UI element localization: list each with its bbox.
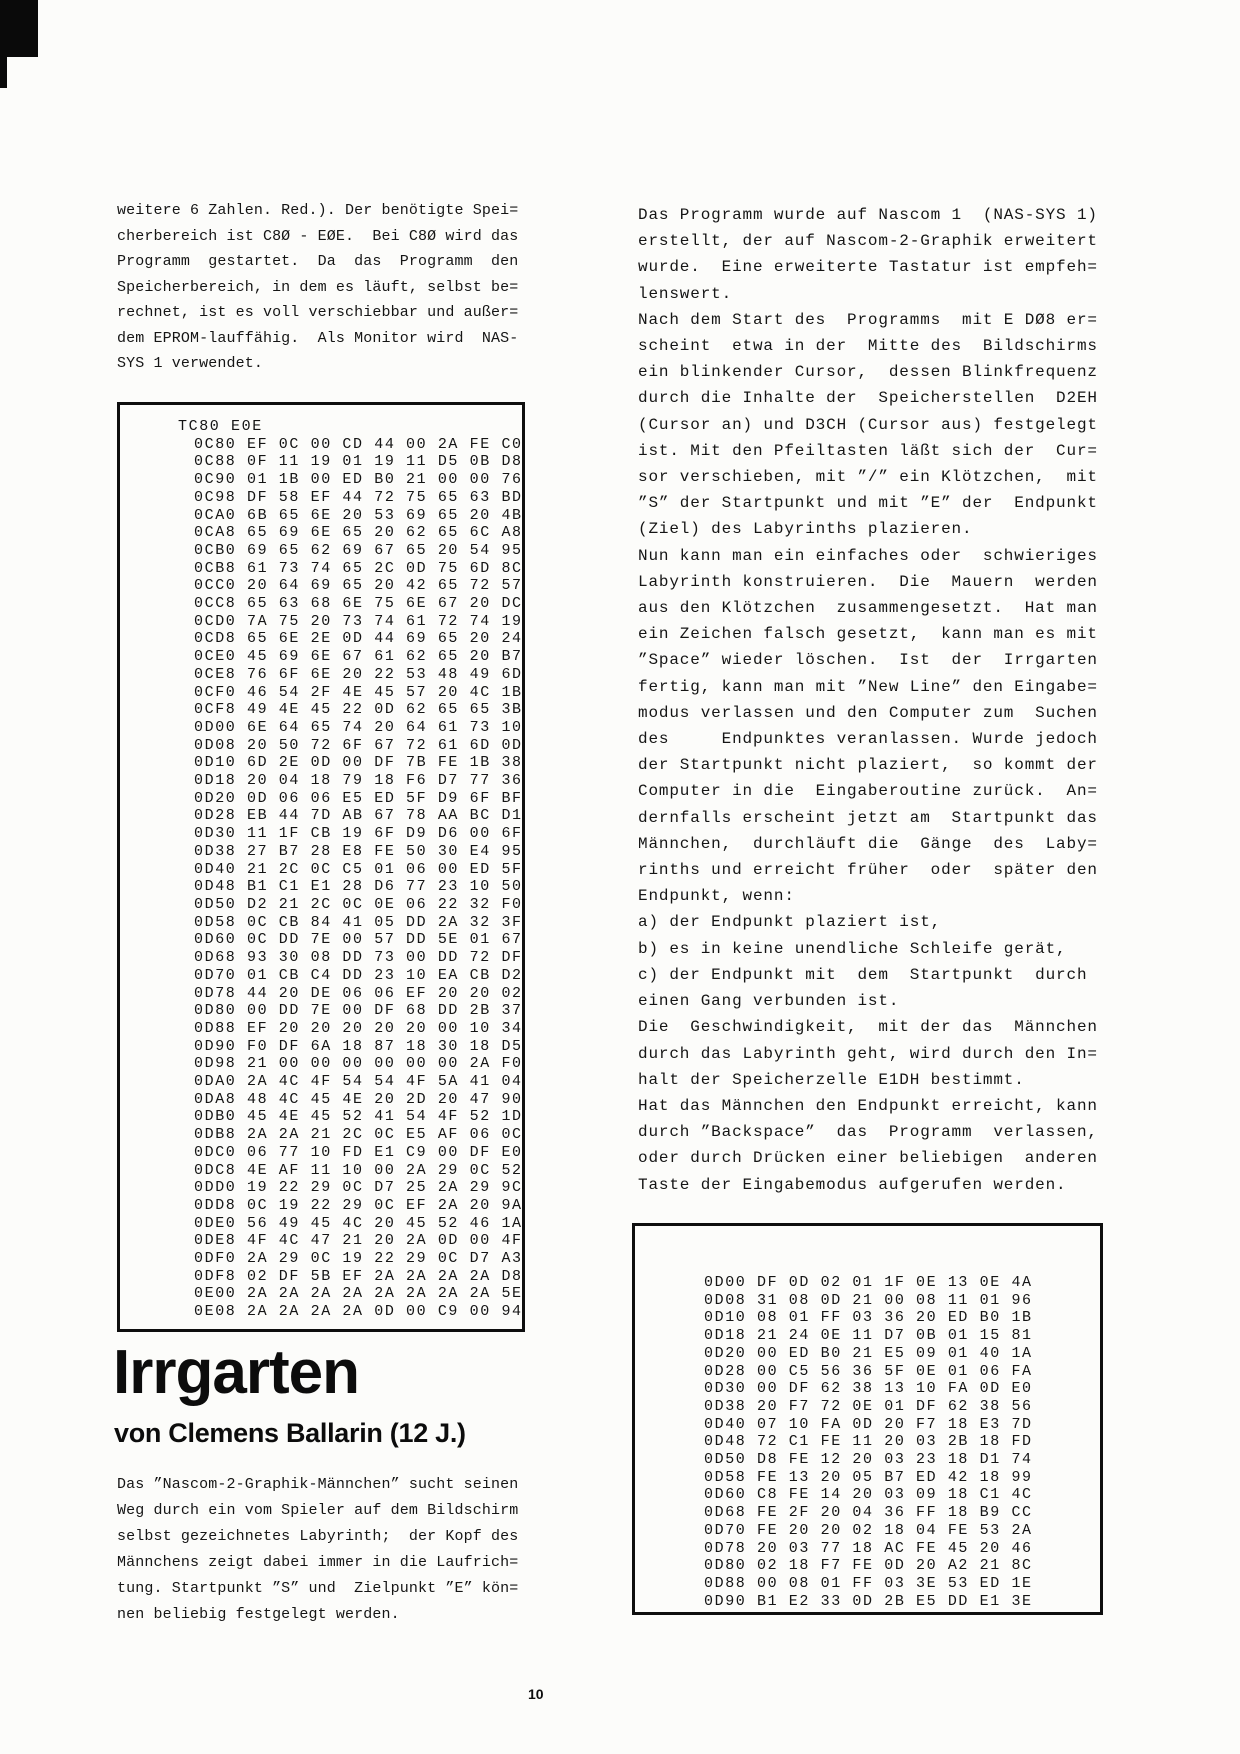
text-line: des Endpunktes veranlassen. Wurde jedoch	[638, 730, 1098, 749]
text-line: Weg durch ein vom Spieler auf dem Bildschirm	[117, 1502, 519, 1519]
hex-line: 0D50 D2 21 2C 0C 0E 06 22 32 F0	[194, 895, 523, 913]
hex-line: 0D00 DF 0D 02 01 1F 0E 13 0E 4A	[704, 1274, 1033, 1291]
hex-line: 0DE0 56 49 45 4C 20 45 52 46 1A	[194, 1214, 523, 1232]
hex-line: 0DD0 19 22 29 0C D7 25 2A 29 9C	[194, 1179, 523, 1197]
text-line: wurde. Eine erweiterte Tastatur ist empfeh=	[638, 258, 1098, 277]
hex-line: 0C90 01 1B 00 ED B0 21 00 00 76	[194, 471, 523, 489]
hex-line: 0D48 B1 C1 E1 28 D6 77 23 10 50	[194, 878, 523, 896]
hex-line: 0DB8 2A 2A 21 2C 0C E5 AF 06 0C	[194, 1126, 523, 1144]
hex-line: 0DE8 4F 4C 47 21 20 2A 0D 00 4F	[194, 1232, 523, 1250]
hex-listing-box-lotto	[117, 402, 525, 1332]
text-line: oder durch Drücken einer beliebigen anderen	[638, 1149, 1098, 1168]
hex-line: 0D28 EB 44 7D AB 67 78 AA BC D1	[194, 807, 523, 825]
text-line: Nach dem Start des Programms mit E DØ8 er=	[638, 310, 1098, 329]
text-line: rechnet, ist es voll verschiebbar und außer=	[117, 304, 519, 321]
hex-line: 0CD0 7A 75 20 73 74 61 72 74 19	[194, 612, 523, 630]
hex-line: 0CF8 49 4E 45 22 0D 62 65 65 3B	[194, 701, 523, 719]
hex-line: 0D68 FE 2F 20 04 36 FF 18 B9 CC	[704, 1504, 1033, 1522]
hex-line: 0E08 2A 2A 2A 2A 0D 00 C9 00 94	[194, 1303, 523, 1321]
hex-line: 0D28 00 C5 56 36 5F 0E 01 06 FA	[704, 1362, 1033, 1380]
hex-line: 0D78 20 03 77 18 AC FE 45 20 46	[704, 1539, 1033, 1557]
hex-line: 0D58 0C CB 84 41 05 DD 2A 32 3F	[194, 913, 523, 931]
hex-line: 0D88 00 08 01 FF 03 3E 53 ED 1E	[704, 1574, 1033, 1592]
hex-line: 0CC0 20 64 69 65 20 42 65 72 57	[194, 577, 523, 595]
hex-line: 0CB0 69 65 62 69 67 65 20 54 95	[194, 541, 523, 559]
article-intro-paragraph	[117, 1472, 529, 1628]
hex-line: 0DA8 48 4C 45 4E 20 2D 20 47 90	[194, 1090, 523, 1108]
text-line: Hat das Männchen den Endpunkt erreicht, kann	[638, 1096, 1098, 1115]
article-title: Irrgarten	[113, 1338, 359, 1407]
hex-line: 0DB0 45 4E 45 52 41 54 4F 52 1D	[194, 1108, 523, 1126]
text-line: (Cursor an) und D3CH (Cursor aus) festgelegt	[638, 415, 1098, 434]
hex-line: 0D88 EF 20 20 20 20 20 00 10 34	[194, 1019, 523, 1037]
hex-line: 0D90 F0 DF 6A 18 87 18 30 18 D5	[194, 1037, 523, 1055]
text-line: Das Programm wurde auf Nascom 1 (NAS-SYS 1)	[638, 206, 1098, 224]
hex-line: 0D18 20 04 18 79 18 F6 D7 77 36	[194, 772, 523, 790]
text-line: scheint etwa in der Mitte des Bildschirms	[638, 337, 1098, 356]
text-line: b) es in keine unendliche Schleife gerät,	[638, 939, 1067, 958]
text-line: SYS 1 verwendet.	[117, 355, 263, 372]
text-line: erstellt, der auf Nascom-2-Graphik erweitert	[638, 232, 1098, 251]
text-line: sor verschieben, mit ”/” ein Klötzchen, mit	[638, 468, 1098, 487]
hex-line: 0D80 02 18 F7 FE 0D 20 A2 21 8C	[704, 1557, 1033, 1575]
text-line: durch ”Backspace” das Programm verlassen,	[638, 1123, 1098, 1142]
text-line: Speicherbereich, in dem es läuft, selbst be=	[117, 278, 519, 296]
text-line: der Startpunkt nicht plaziert, so kommt der	[638, 756, 1098, 775]
text-line: Endpunkt, wenn:	[638, 887, 795, 906]
text-line: halt der Speicherzelle E1DH bestimmt.	[638, 1070, 1025, 1089]
text-line: cherbereich ist C8Ø - EØE. Bei C8Ø wird das	[117, 227, 519, 245]
hex-line: 0D70 FE 20 20 02 18 04 FE 53 2A	[704, 1521, 1033, 1539]
text-line: (Ziel) des Labyrinths plazieren.	[638, 520, 973, 539]
text-line: c) der Endpunkt mit dem Startpunkt durch	[638, 965, 1088, 984]
hex-line: 0CE0 45 69 6E 67 61 62 65 20 B7	[194, 648, 523, 666]
hex-line: 0DA0 2A 4C 4F 54 54 4F 5A 41 04	[194, 1073, 523, 1091]
text-line: tung. Startpunkt ”S” und Zielpunkt ”E” kön=	[117, 1580, 519, 1597]
scan-corner-mark-tail	[0, 57, 7, 88]
hex-line: 0D18 21 24 0E 11 D7 0B 01 15 81	[704, 1327, 1033, 1345]
hex-line: 0CA8 65 69 6E 65 20 62 65 6C A8	[194, 524, 523, 542]
page-number: 10	[528, 1686, 544, 1702]
text-line: Programm gestartet. Da das Programm den	[117, 253, 519, 270]
hex-line: 0DC8 4E AF 11 10 00 2A 29 0C 52	[194, 1161, 523, 1179]
text-line: ist. Mit den Pfeiltasten läßt sich der Cur=	[638, 441, 1098, 460]
text-line: ein blinkender Cursor, dessen Blinkfrequenz	[638, 363, 1098, 382]
text-line: modus verlassen und den Computer zum Suchen	[638, 703, 1098, 722]
text-line: Männchen, durchläuft die Gänge des Laby=	[638, 834, 1098, 853]
hex-line: 0D40 07 10 FA 0D 20 F7 18 E3 7D	[704, 1415, 1033, 1433]
hex-line: 0D98 21 00 00 00 00 00 00 2A F0	[194, 1055, 523, 1073]
hex-line: 0D80 00 DD 7E 00 DF 68 DD 2B 37	[194, 1002, 523, 1020]
hex-line: 0D40 21 2C 0C C5 01 06 00 ED 5F	[194, 860, 523, 878]
scan-corner-mark	[0, 0, 38, 57]
article-byline: von Clemens Ballarin (12 J.)	[114, 1418, 466, 1448]
text-line: Taste der Eingabemodus aufgerufen werden.	[638, 1175, 1067, 1194]
hex-line: 0D20 0D 06 06 E5 ED 5F D9 6F BF	[194, 789, 523, 807]
hex-listing-box-irrgarten	[632, 1223, 1103, 1615]
text-line: durch das Labyrinth geht, wird durch den In=	[638, 1044, 1098, 1063]
text-line: rinths und erreicht früher oder später den	[638, 861, 1098, 880]
hex-line: 0DF8 02 DF 5B EF 2A 2A 2A 2A D8	[194, 1267, 523, 1285]
hex-line: 0D30 11 1F CB 19 6F D9 D6 00 6F	[194, 825, 523, 843]
hex-line: 0D38 27 B7 28 E8 FE 50 30 E4 95	[194, 842, 523, 860]
hex-line: 0D68 93 30 08 DD 73 00 DD 72 DF	[194, 949, 523, 967]
text-line: ”S” der Startpunkt und mit ”E” der Endpunkt	[638, 494, 1098, 513]
hex-line: 0D60 0C DD 7E 00 57 DD 5E 01 67	[194, 931, 523, 949]
hex-line: 0D70 01 CB C4 DD 23 10 EA CB D2	[194, 966, 523, 984]
hex-line: 0CD8 65 6E 2E 0D 44 69 65 20 24	[194, 630, 523, 648]
hex-line: 0D48 72 C1 FE 11 20 03 2B 18 FD	[704, 1433, 1033, 1451]
text-line: Die Geschwindigkeit, mit der das Männchen	[638, 1018, 1098, 1037]
text-line: fertig, kann man mit ”New Line” den Eingabe=	[638, 677, 1098, 696]
hex-line: 0CA0 6B 65 6E 20 53 69 65 20 4B	[194, 506, 523, 524]
text-line: einen Gang verbunden ist.	[638, 992, 900, 1011]
hex-line: 0C88 0F 11 19 01 19 11 D5 0B D8	[194, 453, 523, 471]
text-line: a) der Endpunkt plaziert ist,	[638, 913, 942, 932]
hex-line: 0D10 6D 2E 0D 00 DF 7B FE 1B 38	[194, 754, 523, 772]
hex-listing-rows	[704, 1274, 1100, 1610]
text-line: Nun kann man ein einfaches oder schwieriges	[638, 546, 1098, 565]
text-line: dernfalls erscheint jetzt am Startpunkt das	[638, 808, 1098, 827]
text-line: weitere 6 Zahlen. Red.). Der benötigte Spei=	[117, 202, 519, 219]
hex-line: 0D20 00 ED B0 21 E5 09 01 40 1A	[704, 1344, 1033, 1362]
text-line: ein Zeichen falsch gesetzt, kann man es mit	[638, 625, 1098, 644]
text-line: Männchens zeigt dabei immer in die Laufrich=	[117, 1554, 519, 1571]
left-intro-paragraph	[117, 198, 529, 377]
hex-line: 0D30 00 DF 62 38 13 10 FA 0D E0	[704, 1380, 1033, 1398]
hex-line: 0CB8 61 73 74 65 2C 0D 75 6D 8C	[194, 559, 523, 577]
text-line: lenswert.	[638, 284, 733, 303]
text-line: Labyrinth konstruieren. Die Mauern werden	[638, 572, 1098, 591]
hex-line: 0C98 DF 58 EF 44 72 75 65 63 BD	[194, 488, 523, 506]
hex-line: 0C80 EF 0C 00 CD 44 00 2A FE C0	[194, 435, 523, 453]
listing-header: TC80 E0E	[178, 418, 263, 435]
hex-line: 0D08 20 50 72 6F 67 72 61 6D 0D	[194, 736, 523, 754]
text-line: aus den Klötzchen zusammengesetzt. Hat man	[638, 599, 1098, 618]
text-line: Das ”Nascom-2-Graphik-Männchen” sucht seinen	[117, 1476, 519, 1493]
hex-line: 0D38 20 F7 72 0E 01 DF 62 38 56	[704, 1397, 1033, 1415]
text-line: nen beliebig festgelegt werden.	[117, 1606, 400, 1623]
text-line: ”Space” wieder löschen. Ist der Irrgarten	[638, 651, 1098, 670]
hex-line: 0D08 31 08 0D 21 00 08 11 01 96	[704, 1291, 1033, 1309]
hex-line: 0CC8 65 63 68 6E 75 6E 67 20 DC	[194, 595, 523, 613]
hex-line: 0D78 44 20 DE 06 06 EF 20 20 02	[194, 984, 523, 1002]
hex-line: 0CE8 76 6F 6E 20 22 53 48 49 6D	[194, 665, 523, 683]
text-line: dem EPROM-lauffähig. Als Monitor wird NAS-	[117, 329, 519, 347]
hex-line: 0DC0 06 77 10 FD E1 C9 00 DF E0	[194, 1143, 523, 1161]
text-line: selbst gezeichnetes Labyrinth; der Kopf des	[117, 1528, 519, 1545]
right-column-text	[638, 202, 1108, 1198]
hex-line: 0D90 B1 E2 33 0D 2B E5 DD E1 3E	[704, 1592, 1033, 1610]
hex-line: 0D50 D8 FE 12 20 03 23 18 D1 74	[704, 1451, 1033, 1469]
hex-line: 0D10 08 01 FF 03 36 20 ED B0 1B	[704, 1309, 1033, 1327]
hex-line: 0DD8 0C 19 22 29 0C EF 2A 20 9A	[194, 1196, 523, 1214]
hex-line: 0D60 C8 FE 14 20 03 09 18 C1 4C	[704, 1486, 1033, 1504]
hex-line: 0CF0 46 54 2F 4E 45 57 20 4C 1B	[194, 683, 523, 701]
hex-line: 0E00 2A 2A 2A 2A 2A 2A 2A 2A 5E	[194, 1285, 523, 1303]
text-line: durch die Inhalte der Speicherstellen D2EH	[638, 389, 1098, 408]
hex-line: 0DF0 2A 29 0C 19 22 29 0C D7 A3	[194, 1250, 523, 1268]
hex-line: 0D58 FE 13 20 05 B7 ED 42 18 99	[704, 1468, 1033, 1486]
hex-line: 0D00 6E 64 65 74 20 64 61 73 10	[194, 718, 523, 736]
hex-listing-rows	[194, 436, 522, 1321]
text-line: Computer in die Eingaberoutine zurück. An=	[638, 782, 1098, 801]
